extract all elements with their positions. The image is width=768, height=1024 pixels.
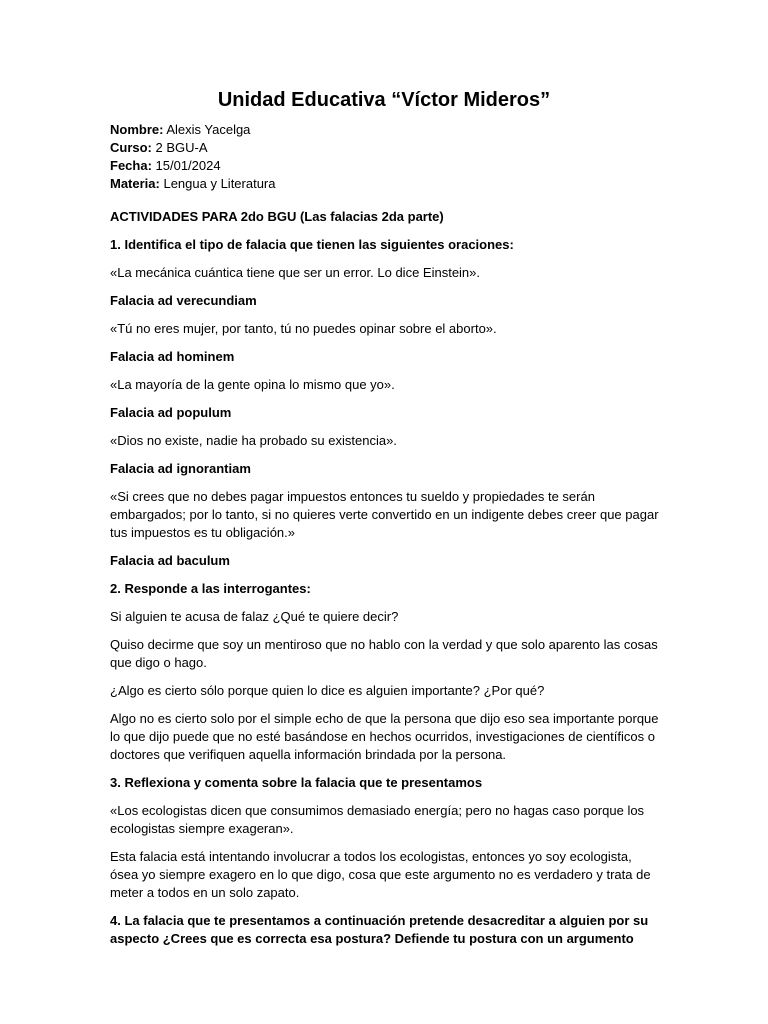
fecha-line [110,157,276,175]
question-1: 1. Identifica el tipo de falacia que tienen las siguientes oraciones: [110,237,514,252]
sentence-5: «Si crees que no debes pagar impuestos entonces tu sueldo y propiedades te serán embargados; por lo tanto, si no quieres verte convertido en un indigente debes creer que pagar tus impuestos es tu obligación.» [110,489,659,540]
sentence-1: «La mecánica cuántica tiene que ser un error. Lo dice Einstein». [110,265,481,280]
curso-label: Curso: [110,140,152,155]
nombre-label: Nombre: [110,122,164,137]
sentence-6: «Los ecologistas dicen que consumimos demasiado energía; pero no hagas caso porque los ecologistas siempre exageran». [110,803,645,836]
materia-label: Materia: [110,176,160,191]
activities-title: ACTIVIDADES PARA 2do BGU (Las falacias 2da parte) [110,209,444,224]
question-2: 2. Responde a las interrogantes: [110,581,311,596]
response-2a: Quiso decirme que soy un mentiroso que no hablo con la verdad y que solo aparento las cosas que digo o hago. [110,637,658,670]
answer-2: Falacia ad hominem [110,349,235,364]
curso-line [110,139,276,157]
fecha-value: 15/01/2024 [151,158,221,173]
document-body [110,208,660,958]
response-3: Esta falacia está intentando involucrar a todos los ecologistas, entonces yo soy ecologista, ósea yo siempre exagero en lo que digo, cosa que este argumento no es verdadero y trata de meter a todos en un solo zapato. [110,849,651,900]
sentence-2: «Tú no eres mujer, por tanto, tú no puedes opinar sobre el aborto». [110,321,497,336]
answer-5: Falacia ad baculum [110,553,230,568]
nombre-value: Alexis Yacelga [163,122,251,137]
nombre-line [110,121,276,139]
fecha-label: Fecha: [110,158,152,173]
materia-value: Lengua y Literatura [159,176,276,191]
answer-1: Falacia ad verecundiam [110,293,257,308]
question-2a: Si alguien te acusa de falaz ¿Qué te quiere decir? [110,609,399,624]
sentence-4: «Dios no existe, nadie ha probado su existencia». [110,433,397,448]
materia-line [110,175,276,193]
answer-3: Falacia ad populum [110,405,232,420]
student-info [110,121,276,193]
answer-4: Falacia ad ignorantiam [110,461,251,476]
sentence-3: «La mayoría de la gente opina lo mismo que yo». [110,377,395,392]
response-2b: Algo no es cierto solo por el simple echo de que la persona que dijo eso sea importante porque lo que dijo puede que no esté basándose en hechos ocurridos, investigaciones de científicos o doctores que verifiquen aquella información brindada por la persona. [110,711,659,762]
curso-value: 2 BGU-A [151,140,208,155]
question-4: 4. La falacia que te presentamos a continuación pretende desacreditar a alguien por su aspecto ¿Crees que es correcta esa postura? Defiende tu postura con un argumento [110,913,649,946]
question-3: 3. Reflexiona y comenta sobre la falacia que te presentamos [110,775,483,790]
question-2b: ¿Algo es cierto sólo porque quien lo dice es alguien importante? ¿Por qué? [110,683,545,698]
page-title: Unidad Educativa “Víctor Mideros” [217,89,551,111]
